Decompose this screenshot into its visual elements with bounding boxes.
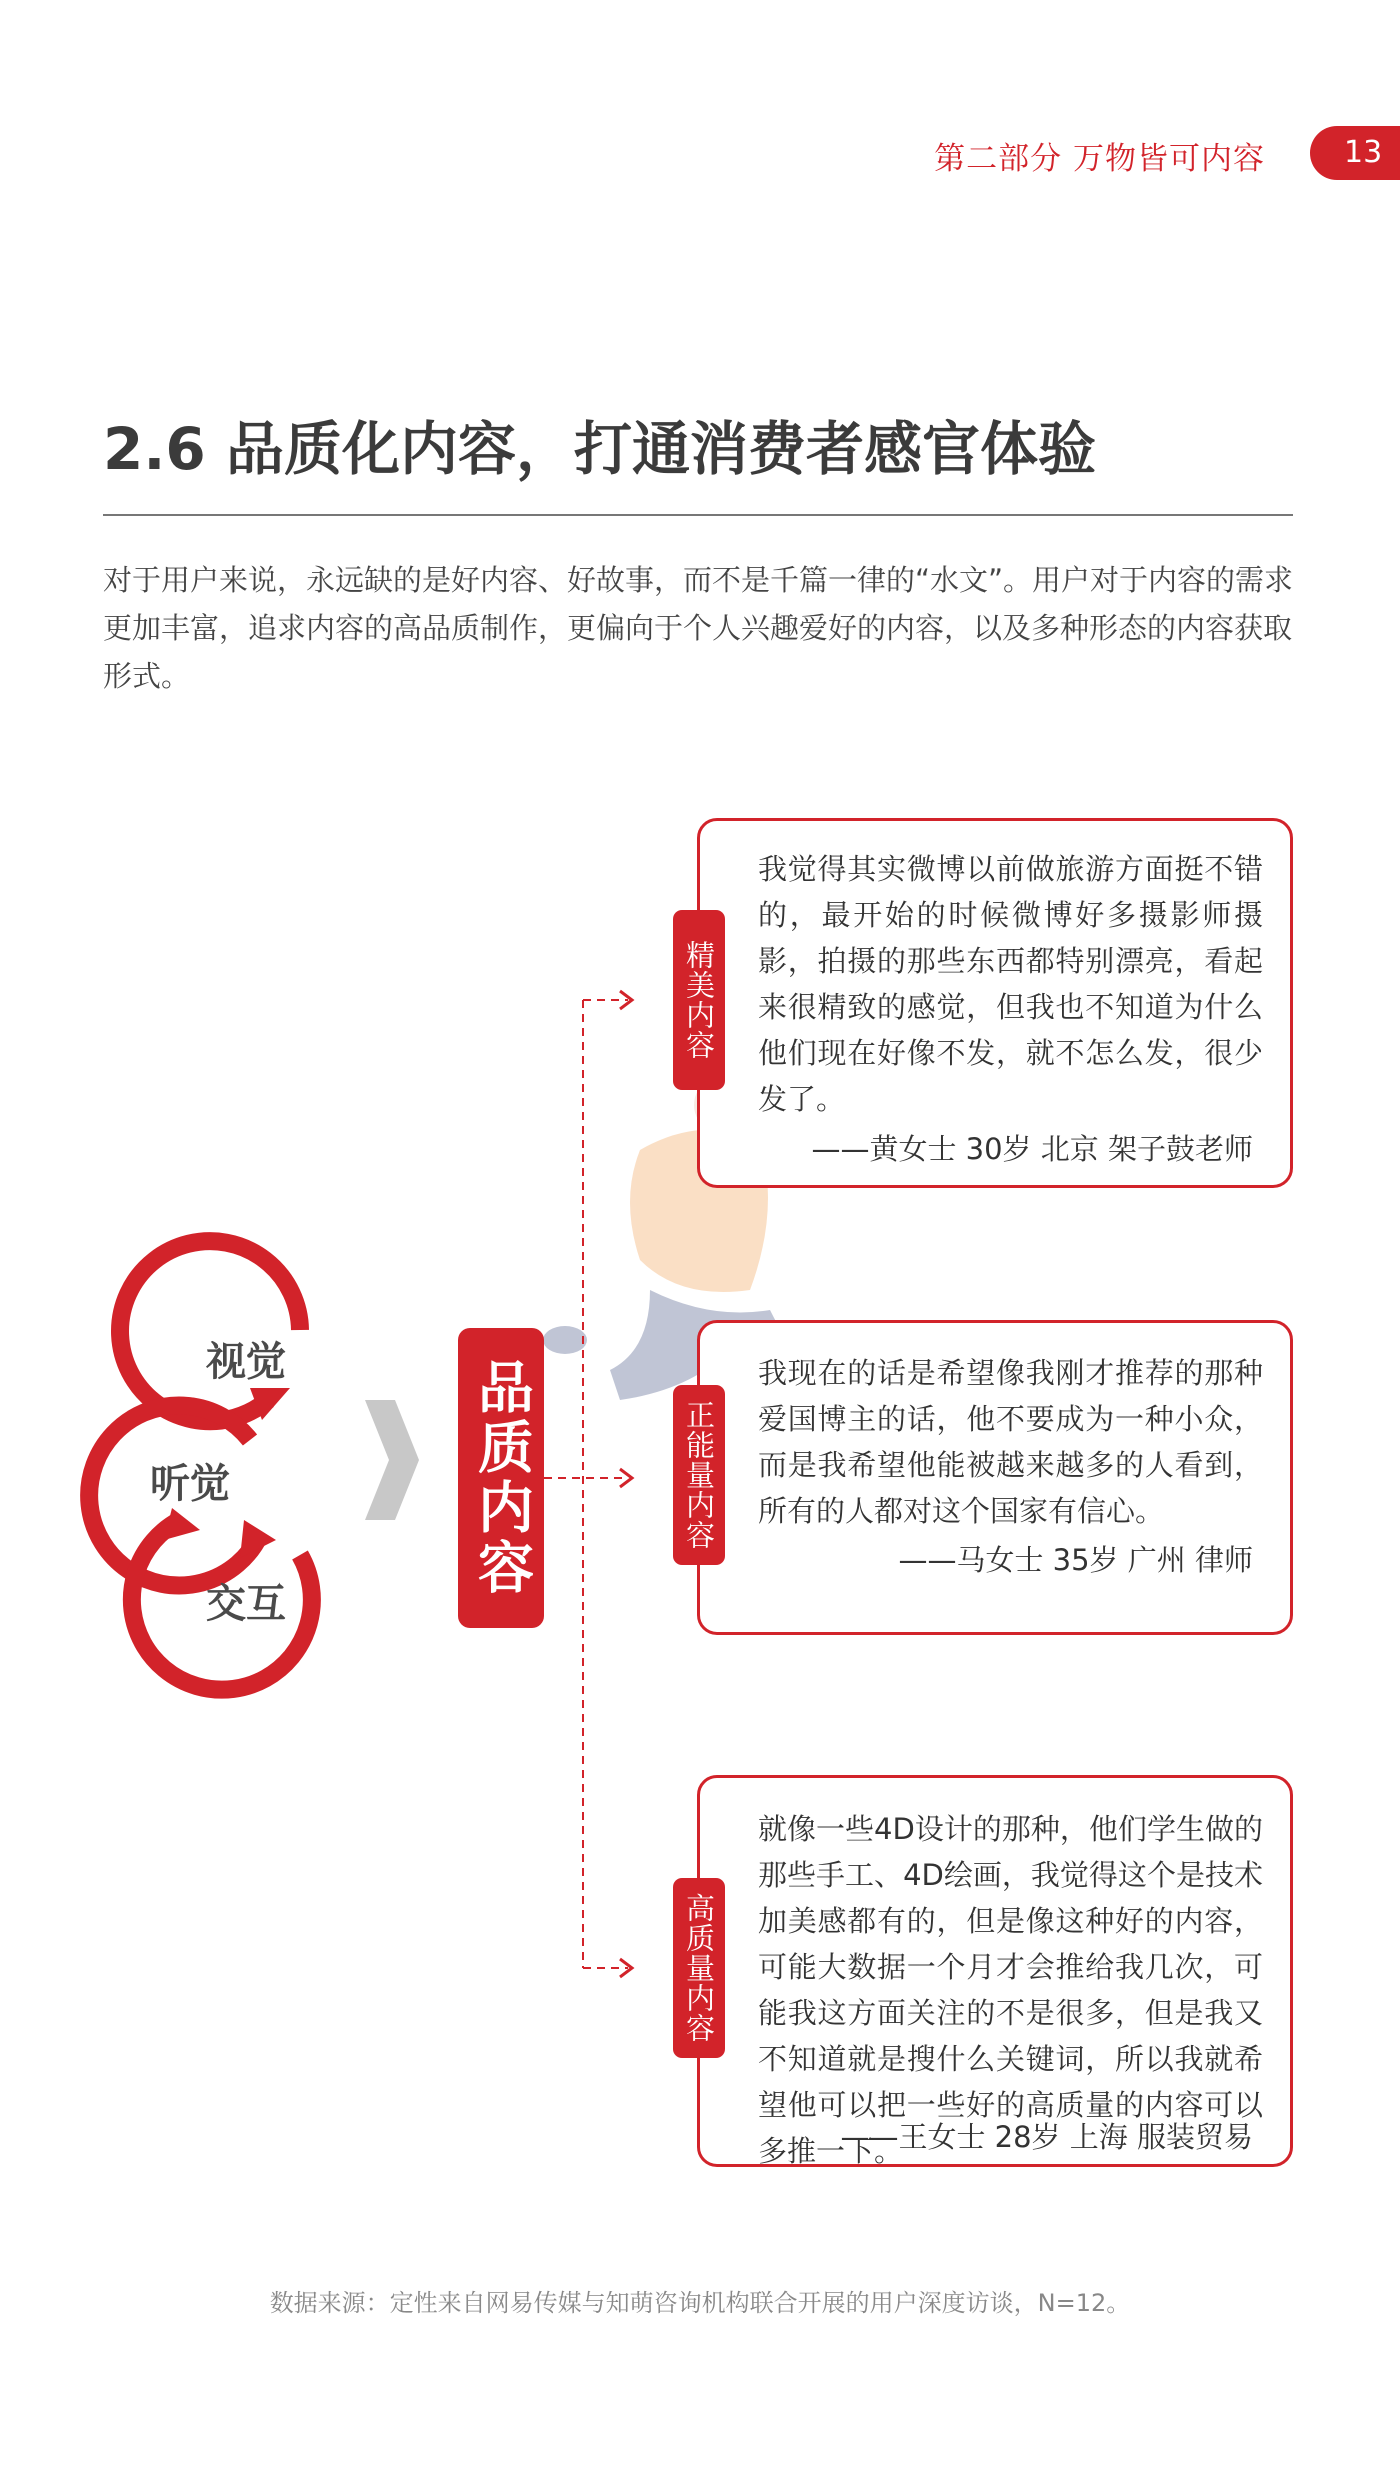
- quote-attribution-1: ——黄女士 30岁 北京 架子鼓老师: [811, 1132, 1253, 1166]
- quote-text-3: 就像一些4D设计的那种，他们学生做的那些手工、4D绘画，我觉得这个是技术加美感都有的，但是像这种好的内容，可能大数据一个月才会推给我几次，可能我这方面关注的不是很多，但是我又不知道就是搜什么关键词，所以我就希望他可以把一些好的高质量的内容可以多推一下。: [758, 1812, 1263, 2168]
- quote-text-2: 我现在的话是希望像我刚才推荐的那种爱国博主的话，他不要成为一种小众，而是我希望他能被越来越多的人看到，所有的人都对这个国家有信心。: [758, 1356, 1263, 1528]
- center-label-box: 品质内容: [458, 1328, 544, 1628]
- connector-arrowheads: [620, 991, 632, 1977]
- quote-attribution-2: ——马女士 35岁 广州 律师: [898, 1543, 1253, 1577]
- page-title: 2.6 品质化内容，打通消费者感官体验: [103, 415, 1096, 483]
- tag-high-quality-content: 高质量内容: [673, 1878, 725, 2058]
- intro-paragraph: 对于用户来说，永远缺的是好内容、好故事，而不是千篇一律的“水文”。用户对于内容的需求更加丰富，追求内容的高品质制作，更偏向于个人兴趣爱好的内容，以及多种形态的内容获取形式。: [103, 563, 1294, 693]
- tag-exquisite-content: 精美内容: [673, 910, 725, 1090]
- sense-label-visual: 视觉: [206, 1339, 286, 1385]
- connector-lines: [544, 1000, 628, 1968]
- flow-arrow-icon: [365, 1400, 419, 1520]
- section-label: 第二部分 万物皆可内容: [934, 141, 1265, 177]
- tag-positive-content: 正能量内容: [673, 1385, 725, 1565]
- sense-label-interaction: 交互: [206, 1581, 286, 1627]
- data-source-footnote: 数据来源：定性来自网易传媒与知萌咨询机构联合开展的用户深度访谈，N=12。: [269, 2289, 1131, 2317]
- sense-label-audio: 听觉: [150, 1461, 230, 1507]
- quote-text-1: 我觉得其实微博以前做旅游方面挺不错的，最开始的时候微博好多摄影师摄影，拍摄的那些东西都特别漂亮，看起来很精致的感觉，但我也不知道为什么他们现在好像不发，就不怎么发，很少发了。: [758, 852, 1263, 1116]
- quote-attribution-3: ——王女士 28岁 上海 服装贸易: [840, 2120, 1253, 2154]
- page-number-badge: 13: [1310, 126, 1400, 180]
